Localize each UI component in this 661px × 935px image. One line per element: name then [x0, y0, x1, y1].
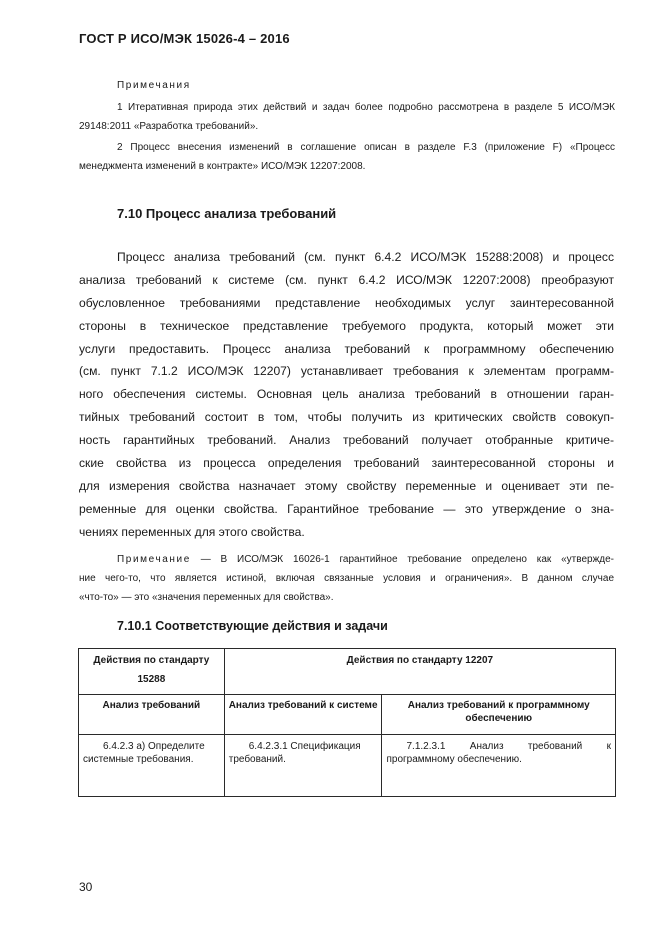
inline-note-text: — В ИСО/МЭК 16026-1 гарантийное требование определено как «утвержде- — [190, 554, 614, 565]
note-2: 2 Процесс внесения изменений в соглашение описан в разделе F.3 (приложение F) «Процесс менеджмента изменений в контракте» ИСО/МЭК 12207:2008. — [79, 142, 615, 172]
subsection-heading: 7.10.1 Соответствующие действия и задачи — [117, 619, 388, 633]
main-paragraph — [79, 246, 614, 544]
paragraph-line: ские свойства из процесса определения требований заинтересованной стороны и — [79, 456, 614, 471]
section-heading: 7.10 Процесс анализа требований — [117, 206, 337, 221]
paragraph-line: анализа требований к системе (см. пункт 6.4.2 ИСО/МЭК 12207:2008) преобразуют — [79, 272, 614, 287]
table-cell: 7.1.2.3.1 Анализ требований к программному обеспечению. — [382, 735, 616, 797]
paragraph-line: услуги предоставить. Процесс анализа требований к программному обеспечению — [79, 341, 614, 356]
activities-table — [78, 648, 616, 797]
paragraph-line: обусловленное требованиями представление необходимых услуг заинтересованной — [79, 295, 614, 310]
header-12207: Действия по стандарту 12207 — [224, 649, 615, 695]
paragraph-line: стороны в техническое представление требуемого продукта, который может эти — [79, 318, 614, 333]
subheader-requirements-analysis: Анализ требований — [79, 695, 225, 735]
note-1: 1 Итеративная природа этих действий и задач более подробно рассмотрена в разделе 5 ИСО/МЭК 29148:2011 «Разработка требований». — [79, 102, 615, 132]
subheader-software-requirements: Анализ требований к программному обеспечению — [382, 695, 616, 735]
paragraph-line: ного обеспечения системы. Основная цель анализа требований в отношении гаран- — [79, 387, 614, 402]
inline-note-label: Примечание — [117, 554, 191, 565]
paragraph-line: Процесс анализа требований (см. пункт 6.4.2 ИСО/МЭК 15288:2008) и процесс — [117, 250, 614, 264]
paragraph-line: ность гарантийных требований. Анализ требований получает отобранные критиче- — [79, 433, 614, 448]
inline-note — [79, 550, 614, 607]
table-cell: 6.4.2.3 а) Определите системные требования. — [79, 735, 225, 797]
page-number: 30 — [79, 880, 93, 894]
paragraph-line: для измерения свойства назначает этому свойству переменные и оценивает эти пе- — [79, 478, 614, 493]
paragraph-line: (см. пункт 7.1.2 ИСО/МЭК 12207) устанавливает требования к элементам программ- — [79, 364, 614, 379]
inline-note-line — [79, 550, 614, 569]
notes-label: Примечания — [117, 80, 191, 91]
inline-note-line: «что-то» — это «значения переменных для свойства». — [79, 592, 334, 603]
document-header: ГОСТ Р ИСО/МЭК 15026-4 – 2016 — [79, 31, 290, 46]
subheader-system-requirements: Анализ требований к системе — [224, 695, 382, 735]
paragraph-line: ременные для оценки свойства. Гарантийное требование — это утверждение о зна- — [79, 501, 614, 516]
paragraph-line: чениях переменных для этого свойства. — [79, 524, 305, 539]
inline-note-line: ние чего-то, что является истиной, включая связанные условия и ограничения». В данном случае — [79, 573, 614, 584]
table-cell: 6.4.2.3.1 Спецификация требований. — [224, 735, 382, 797]
header-15288: Действия по стандарту 15288 — [79, 649, 225, 695]
paragraph-line: тийных требований состоит в том, чтобы получить из критических свойств совокуп- — [79, 410, 614, 425]
